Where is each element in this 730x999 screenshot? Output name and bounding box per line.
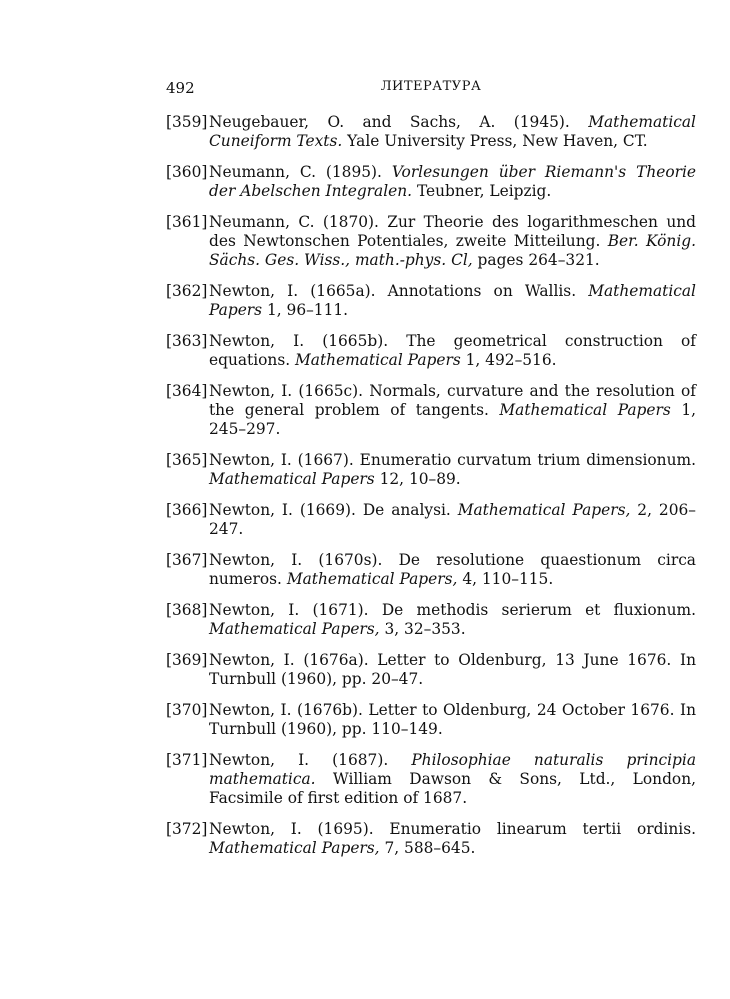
- reference-segment: 7, 588–645.: [379, 839, 476, 857]
- reference-text: [209, 501, 696, 539]
- reference-text: [209, 820, 696, 858]
- reference-segment: Newton, I. (1665a). Annotations on Wallis.: [209, 282, 589, 300]
- reference-segment: Teubner, Leipzig.: [412, 182, 552, 200]
- reference-entry: [166, 113, 696, 151]
- reference-segment: Newton, I. (1671). De methodis serierum et fluxionum.: [209, 601, 696, 619]
- reference-segment: Newton, I. (1676a). Letter to Oldenburg, 13 June 1676. In Turnbull (1960), pp. 20–47.: [209, 651, 696, 688]
- reference-segment: Neugebauer, O. and Sachs, A. (1945).: [209, 113, 589, 131]
- reference-segment: Neumann, C. (1870). Zur Theorie des logarithmeschen und des Newtonschen Potentiales, zweite Mitteilung.: [209, 213, 696, 250]
- reference-title: Mathematical Papers: [295, 351, 461, 369]
- reference-entry: [166, 701, 696, 739]
- reference-number: [362]: [166, 282, 208, 300]
- reference-segment: Newton, I. (1665c). Normals, curvature and the resolution of the general problem of tangents.: [209, 382, 696, 419]
- reference-segment: Newton, I. (1669). De analysi.: [209, 501, 458, 519]
- reference-entry: [166, 551, 696, 589]
- reference-text: [209, 701, 696, 739]
- reference-number: [367]: [166, 551, 208, 569]
- reference-title: Mathematical Papers: [209, 470, 375, 488]
- reference-text: [209, 282, 696, 320]
- reference-segment: 3, 32–353.: [379, 620, 466, 638]
- reference-text: [209, 451, 696, 489]
- reference-segment: pages 264–321.: [472, 251, 600, 269]
- reference-entry: [166, 501, 696, 539]
- reference-segment: Newton, I. (1665b). The geometrical construction of equations.: [209, 332, 696, 369]
- reference-segment: Newton, I. (1667). Enumeratio curvatum trium dimensionum.: [209, 451, 696, 469]
- reference-number: [369]: [166, 651, 208, 669]
- reference-number: [359]: [166, 113, 208, 131]
- reference-entry: [166, 820, 696, 858]
- reference-number: [364]: [166, 382, 208, 400]
- reference-entry: [166, 451, 696, 489]
- reference-title: Mathematical Papers: [499, 401, 671, 419]
- reference-segment: 2, 206–247.: [209, 501, 696, 538]
- reference-title: Philosophiae naturalis principia mathematica.: [209, 751, 696, 788]
- reference-title: Mathematical Papers,: [286, 570, 458, 588]
- reference-number: [361]: [166, 213, 208, 231]
- reference-title: Vorlesungen über Riemann's Theorie der Abelschen Integralen.: [209, 163, 697, 200]
- reference-title: Mathematical Papers,: [457, 501, 631, 519]
- reference-number: [370]: [166, 701, 208, 719]
- reference-segment: Neumann, C. (1895).: [209, 163, 392, 181]
- reference-segment: Newton, I. (1676b). Letter to Oldenburg, 24 October 1676. In Turnbull (1960), pp. 110–149.: [209, 701, 696, 738]
- reference-segment: 1, 245–297.: [209, 401, 696, 438]
- reference-segment: 12, 10–89.: [374, 470, 461, 488]
- reference-text: [209, 651, 696, 689]
- reference-number: [372]: [166, 820, 208, 838]
- reference-entry: [166, 382, 696, 439]
- reference-segment: Yale University Press, New Haven, CT.: [342, 132, 648, 150]
- page-number: 492: [166, 79, 195, 97]
- reference-title: Mathematical Papers: [209, 282, 696, 319]
- reference-title: Mathematical Cuneiform Texts.: [209, 113, 696, 150]
- reference-title: Mathematical Papers,: [209, 620, 380, 638]
- reference-title: Mathematical Papers,: [209, 839, 380, 857]
- reference-entry: [166, 332, 696, 370]
- reference-entry: [166, 651, 696, 689]
- reference-segment: Newton, I. (1695). Enumeratio linearum tertii ordinis.: [209, 820, 696, 838]
- reference-text: [209, 551, 696, 589]
- reference-entry: [166, 751, 696, 808]
- reference-number: [366]: [166, 501, 208, 519]
- running-head: ЛИТЕРАТУРА: [380, 79, 482, 94]
- reference-text: [209, 113, 696, 151]
- reference-entry: [166, 213, 696, 270]
- reference-entry: [166, 163, 696, 201]
- reference-number: [371]: [166, 751, 208, 769]
- reference-segment: 1, 96–111.: [262, 301, 349, 319]
- reference-entry: [166, 601, 696, 639]
- reference-text: [209, 382, 696, 439]
- reference-text: [209, 601, 696, 639]
- reference-title: Ber. König. Sächs. Ges. Wiss., math.-phys. Cl,: [209, 232, 696, 269]
- reference-number: [360]: [166, 163, 208, 181]
- reference-segment: 4, 110–115.: [457, 570, 554, 588]
- reference-text: [209, 332, 696, 370]
- reference-segment: Newton, I. (1687).: [209, 751, 412, 769]
- reference-number: [363]: [166, 332, 208, 350]
- reference-segment: 1, 492–516.: [460, 351, 557, 369]
- reference-text: [209, 213, 696, 270]
- reference-segment: Newton, I. (1670s). De resolutione quaestionum circa numeros.: [209, 551, 696, 588]
- reference-entry: [166, 282, 696, 320]
- reference-text: [209, 163, 696, 201]
- reference-number: [365]: [166, 451, 208, 469]
- reference-list: [166, 113, 696, 870]
- reference-text: [209, 751, 696, 808]
- reference-number: [368]: [166, 601, 208, 619]
- page-header: [166, 79, 696, 99]
- reference-segment: William Dawson & Sons, Ltd., London, Facsimile of first edition of 1687.: [209, 770, 696, 807]
